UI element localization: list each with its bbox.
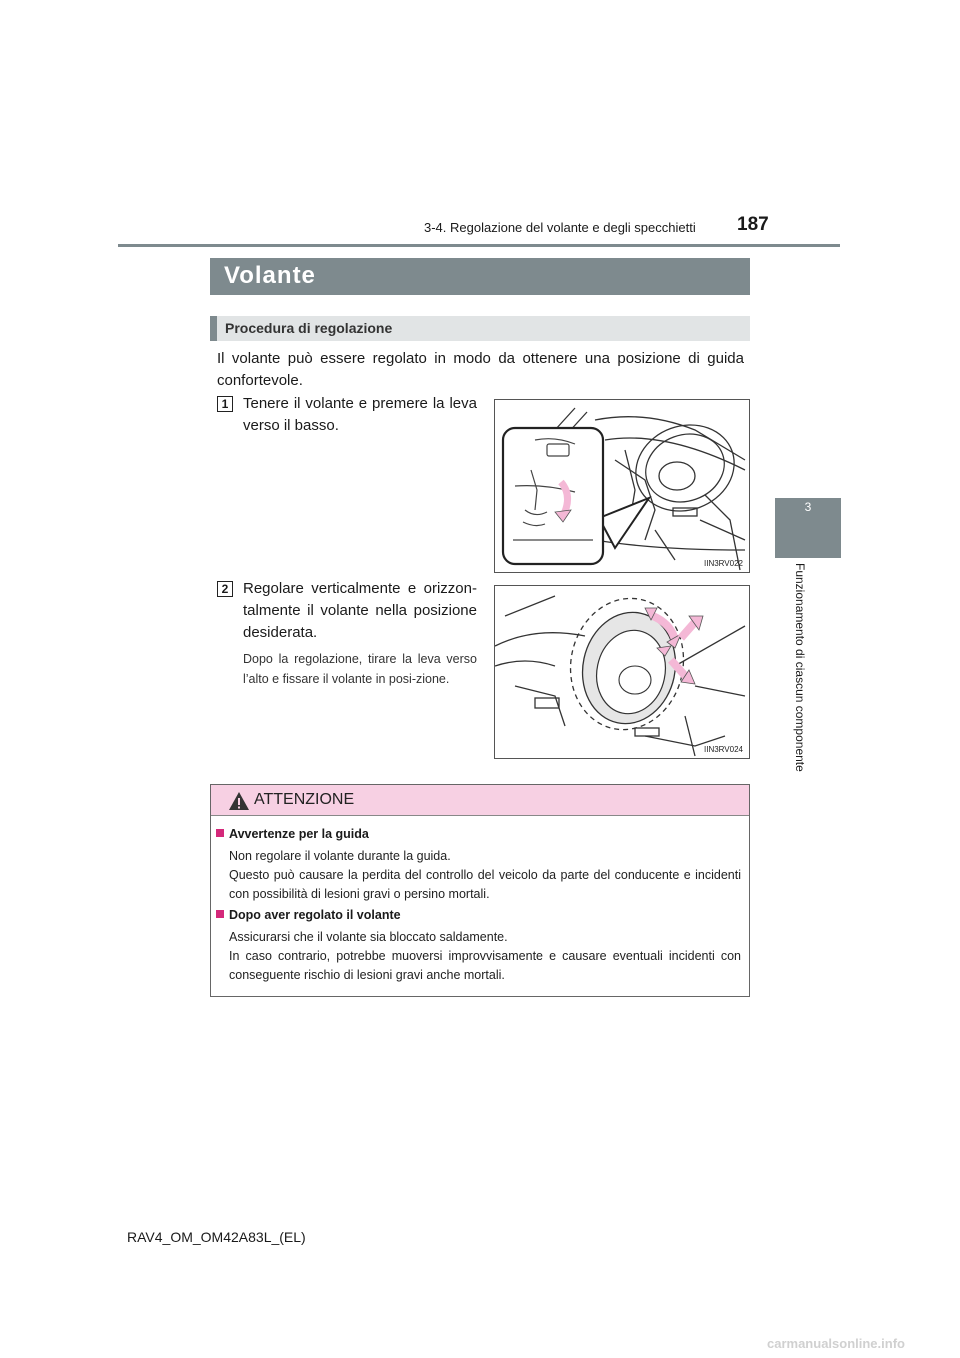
step-1-text: Tenere il volante e premere la leva verso il basso. (243, 395, 477, 434)
warning-item-1-line-2: Questo può causare la perdita del controllo del veicolo da parte del conducente e incidenti con possibilità di lesioni gravi o persino mortali. (229, 868, 741, 901)
header-rule (118, 244, 840, 247)
warning-triangle-icon (228, 791, 250, 811)
chapter-number: 3 (804, 500, 812, 514)
figure-lever-down (494, 399, 750, 573)
bullet-square-icon (216, 910, 224, 918)
warning-item-2-line-2: In caso contrario, potrebbe muoversi improvvisamente e causare eventuali incidenti con conseguente rischio di lesioni gravi anche mortali. (229, 949, 741, 982)
warning-item-2-heading: Dopo aver regolato il volante (216, 908, 401, 922)
chapter-label: Funzionamento di ciascun componente (793, 563, 807, 772)
warning-header (211, 785, 749, 816)
document-code: RAV4_OM_OM42A83L_(EL) (127, 1229, 306, 1245)
section-title: Volante (210, 258, 750, 295)
bullet-square-icon (216, 829, 224, 837)
watermark: carmanualsonline.info (767, 1336, 905, 1351)
step-2-text: Regolare verticalmente e orizzon-talmente il volante nella posizione desiderata. (243, 580, 477, 641)
warning-box (210, 784, 750, 997)
warning-title: ATTENZIONE (254, 791, 355, 808)
subheading-text: Procedura di regolazione (225, 320, 393, 336)
running-header-section: 3-4. Regolazione del volante e degli specchietti (424, 220, 696, 235)
intro-paragraph: Il volante può essere regolato in modo da ottenere una posizione di guida confortevole. (217, 350, 744, 389)
figure-code-2: IIN3RV024 (704, 745, 743, 754)
lever-illustration (495, 400, 749, 572)
warning-item-1-heading: Avvertenze per la guida (216, 827, 369, 841)
chapter-tab (775, 498, 841, 558)
page-number: 187 (737, 214, 769, 235)
warning-item-1-line-1: Non regolare il volante durante la guida. (229, 849, 451, 863)
figure-adjust-wheel (494, 585, 750, 759)
subheading-bar (210, 316, 750, 341)
warning-item-2-line-1: Assicurarsi che il volante sia bloccato saldamente. (229, 930, 508, 944)
step-2-note: Dopo la regolazione, tirare la leva verso l’alto e fissare il volante in posi-zione. (243, 652, 477, 686)
step-number-1: 1 (217, 396, 233, 412)
figure-code-1: IIN3RV022 (704, 559, 743, 568)
subheading-accent (210, 316, 217, 341)
wheel-adjust-illustration (495, 586, 749, 758)
step-number-2: 2 (217, 581, 233, 597)
